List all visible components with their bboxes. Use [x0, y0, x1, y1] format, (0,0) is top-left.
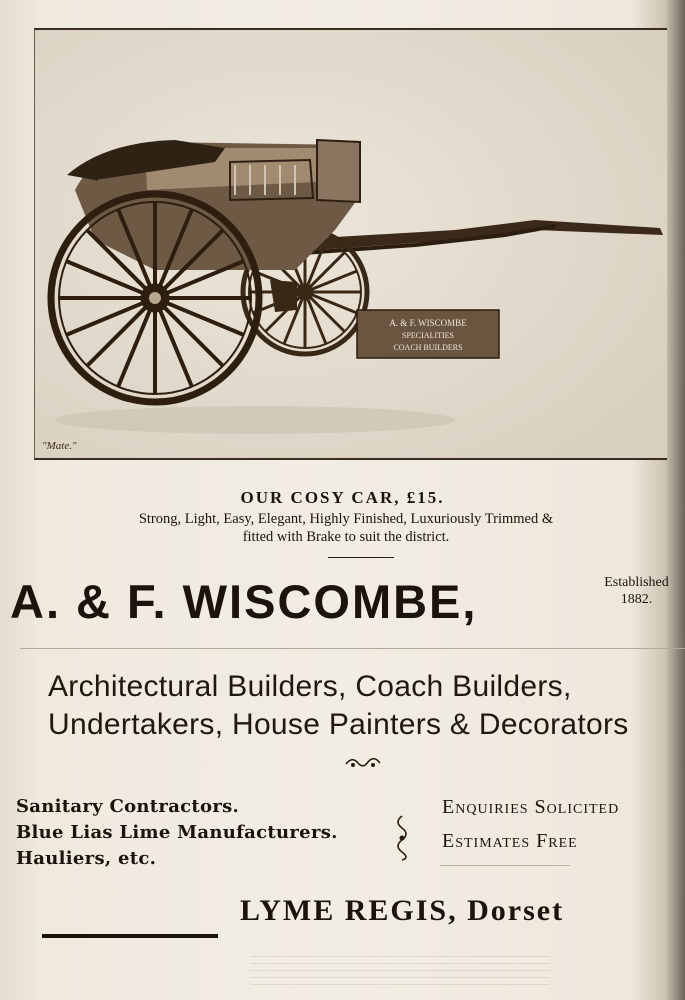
established-label: Established — [604, 575, 669, 590]
location: LYME REGIS, Dorset — [240, 894, 565, 927]
svg-text:SPECIALITIES: SPECIALITIES — [402, 331, 454, 340]
svg-text:COACH BUILDERS: COACH BUILDERS — [393, 343, 463, 352]
svg-text:A. & F. WISCOMBE: A. & F. WISCOMBE — [389, 318, 467, 328]
divider — [328, 557, 394, 558]
photo-caption: "Mate." — [42, 440, 77, 452]
notice-item: Estimates Free — [442, 830, 578, 852]
trades-line: Undertakers, House Painters & Decorators — [48, 708, 629, 741]
reverse-page-bleed — [250, 955, 550, 985]
name-plate — [357, 310, 499, 358]
cart-photograph — [34, 28, 667, 460]
established-note — [584, 574, 685, 608]
service-item: Sanitary Contractors. — [16, 796, 240, 817]
divider — [440, 865, 570, 866]
established-year: 1882. — [620, 592, 653, 607]
vertical-ornament-icon — [392, 814, 412, 862]
trades-list — [48, 668, 629, 744]
divider — [42, 934, 218, 938]
company-name: A. & F. WISCOMBE, — [10, 575, 478, 628]
notice-item: Enquiries Solicited — [442, 796, 620, 818]
services-list — [16, 794, 338, 872]
scroll-ornament-icon — [344, 754, 382, 772]
product-description — [6, 510, 685, 546]
notices-list — [442, 790, 619, 858]
service-item: Hauliers, etc. — [16, 848, 157, 869]
cart-illustration — [35, 30, 667, 458]
description-line: Strong, Light, Easy, Elegant, Highly Finished, Luxuriously Trimmed & — [138, 511, 554, 527]
divider — [20, 648, 685, 649]
trades-line: Architectural Builders, Coach Builders, — [48, 670, 572, 703]
description-line: fitted with Brake to suit the district. — [242, 529, 450, 545]
service-item: Blue Lias Lime Manufacturers. — [16, 822, 338, 843]
headline: OUR COSY CAR, £15. — [240, 488, 445, 507]
